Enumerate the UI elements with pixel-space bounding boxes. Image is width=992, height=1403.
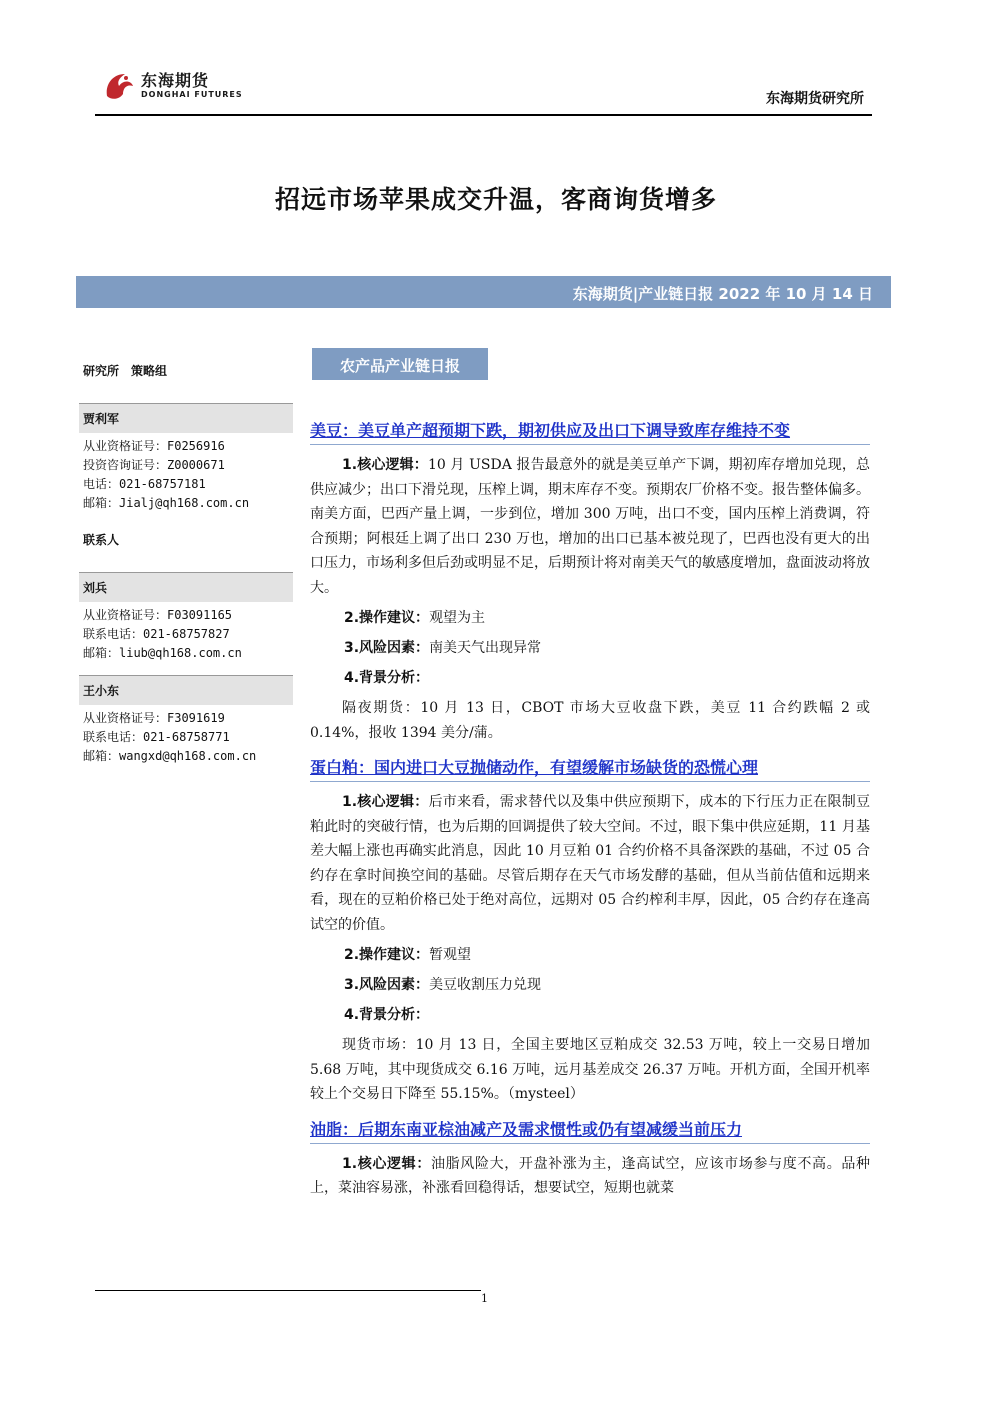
author-row: 从业资格证号：F0256916	[83, 439, 225, 453]
report-date-line: 东海期货|产业链日报 2022 年 10 月 14 日	[572, 285, 873, 303]
core-logic	[310, 1152, 870, 1201]
advice-text: 暂观望	[429, 947, 472, 963]
report-title: 招远市场苹果成交升温，客商询货增多	[274, 185, 717, 214]
core-logic-label: 1.核心逻辑：	[342, 794, 429, 810]
category-tag	[312, 348, 488, 380]
company-logo	[99, 66, 259, 108]
section-oils	[310, 1117, 870, 1237]
sidebar-group: 研究所 策略组	[83, 364, 168, 378]
background-text: 隔夜期货：10 月 13 日，CBOT 市场大豆收盘下跌，美豆 11 合约跌幅 2 或 0.14%，报收 1394 美分/蒲。	[310, 700, 870, 741]
main-content	[310, 418, 870, 1247]
advice	[310, 943, 870, 967]
contact-row[interactable]: 邮箱：wangxd@qh168.com.cn	[83, 749, 257, 763]
background-label-row	[310, 666, 870, 690]
advice	[310, 606, 870, 630]
section-title[interactable]: 蛋白粕：国内进口大豆抛储动作，有望缓解市场缺货的恐慌心理	[310, 755, 870, 782]
risk	[310, 636, 870, 660]
logo-mark-icon	[99, 66, 139, 106]
footer-rule	[95, 1290, 481, 1291]
contact-name: 刘兵	[79, 573, 293, 602]
core-logic-label: 1.核心逻辑：	[342, 1155, 431, 1172]
core-logic-text: 后市来看，需求替代以及集中供应预期下，成本的下行压力正在限制豆粕此时的突破行情，也为后期的回调提供了较大空间。不过，眼下集中供应延期，11 月基差大幅上涨也再确实此消息，因此 10 月豆粕 01 合约价格不具备深跌的基础，不过 05 合约存在拿时间换空间的基础。尽管后期存在天气市场发酵的基础，但从当前估值和远期来看，现在的豆粕价格已处于绝对高位，远期对 05 合约榨利丰厚，因此，05 合约存在逢高试空的价值。	[310, 794, 871, 933]
core-logic	[310, 790, 870, 937]
contact-row: 联系电话：021-68758771	[83, 730, 230, 744]
advice-text: 观望为主	[429, 610, 486, 626]
risk-text: 南美天气出现异常	[429, 640, 542, 656]
contact-name: 王小东	[79, 676, 293, 705]
background-text: 现货市场：10 月 13 日，全国主要地区豆粕成交 32.53 万吨，较上一交易日增加 5.68 万吨，其中现货成交 6.16 万吨，远月基差成交 26.37 万吨。开机方面，全国开机率较上个交易日下降至 55.15%。（mysteel）	[310, 1037, 870, 1102]
category-tag-label: 农产品产业链日报	[339, 357, 460, 375]
background-label: 4.背景分析：	[344, 670, 430, 686]
contact-row[interactable]: 邮箱：liub@qh168.com.cn	[83, 646, 242, 660]
background-label-row	[310, 1003, 870, 1027]
risk-label: 3.风险因素：	[344, 640, 430, 656]
core-logic-text: 油脂风险大，开盘补涨为主，逢高试空，应该市场参与度不高。品种上，菜油容易涨，补涨看回稳得话，想要试空，短期也就菜	[310, 1155, 870, 1196]
sidebar-contacts	[79, 356, 293, 766]
logo-english-name: DONGHAI FUTURES	[141, 90, 243, 99]
section-title[interactable]: 美豆：美豆单产超预期下跌，期初供应及出口下调导致库存维持不变	[310, 418, 870, 445]
report-banner	[76, 276, 891, 308]
background-label: 4.背景分析：	[344, 1007, 430, 1023]
risk	[310, 973, 870, 997]
core-logic-text: 10 月 USDA 报告最意外的就是美豆单产下调，期初库存增加兑现，总供应减少；出口下滑兑现，压榨上调，期末库存不变。预期农厂价格不变。报告整体偏多。南美方面，巴西产量上调，一步到位，增加 300 万吨，出口不变，国内压榨上消费调，符合预期；阿根廷上调了出口 230 万也，增加的出口已基本被兑现了，巴西也没有更大的出口压力，市场利多但后劲或明显不足，后期预计将对南美天气的敏感度增加，盘面波动将放大。	[310, 457, 870, 596]
risk-label: 3.风险因素：	[344, 977, 430, 993]
section-title[interactable]: 油脂：后期东南亚棕油减产及需求惯性或仍有望减缓当前压力	[310, 1117, 870, 1144]
logo-chinese-name: 东海期货	[141, 71, 210, 90]
contact-label: 联系人	[83, 533, 120, 547]
advice-label: 2.操作建议：	[344, 610, 430, 626]
institute-name: 东海期货研究所	[766, 91, 864, 107]
author-row: 投资咨询证号：Z0000671	[83, 458, 225, 472]
page-header	[95, 64, 872, 116]
advice-label: 2.操作建议：	[344, 947, 430, 963]
author-name: 贾利军	[79, 404, 293, 433]
author-row[interactable]: 邮箱：Jialj@qh168.com.cn	[83, 496, 250, 510]
core-logic-label: 1.核心逻辑：	[342, 457, 428, 473]
section-meal	[310, 755, 870, 1107]
author-row: 电话：021-68757181	[83, 477, 206, 491]
contact-row: 联系电话：021-68757827	[83, 627, 230, 641]
page-number: 1	[481, 1292, 488, 1305]
contact-row: 从业资格证号：F03091165	[83, 608, 233, 622]
contact-row: 从业资格证号：F3091619	[83, 711, 225, 725]
section-soybean	[310, 418, 870, 745]
core-logic	[310, 453, 870, 600]
risk-text: 美豆收割压力兑现	[429, 977, 542, 993]
